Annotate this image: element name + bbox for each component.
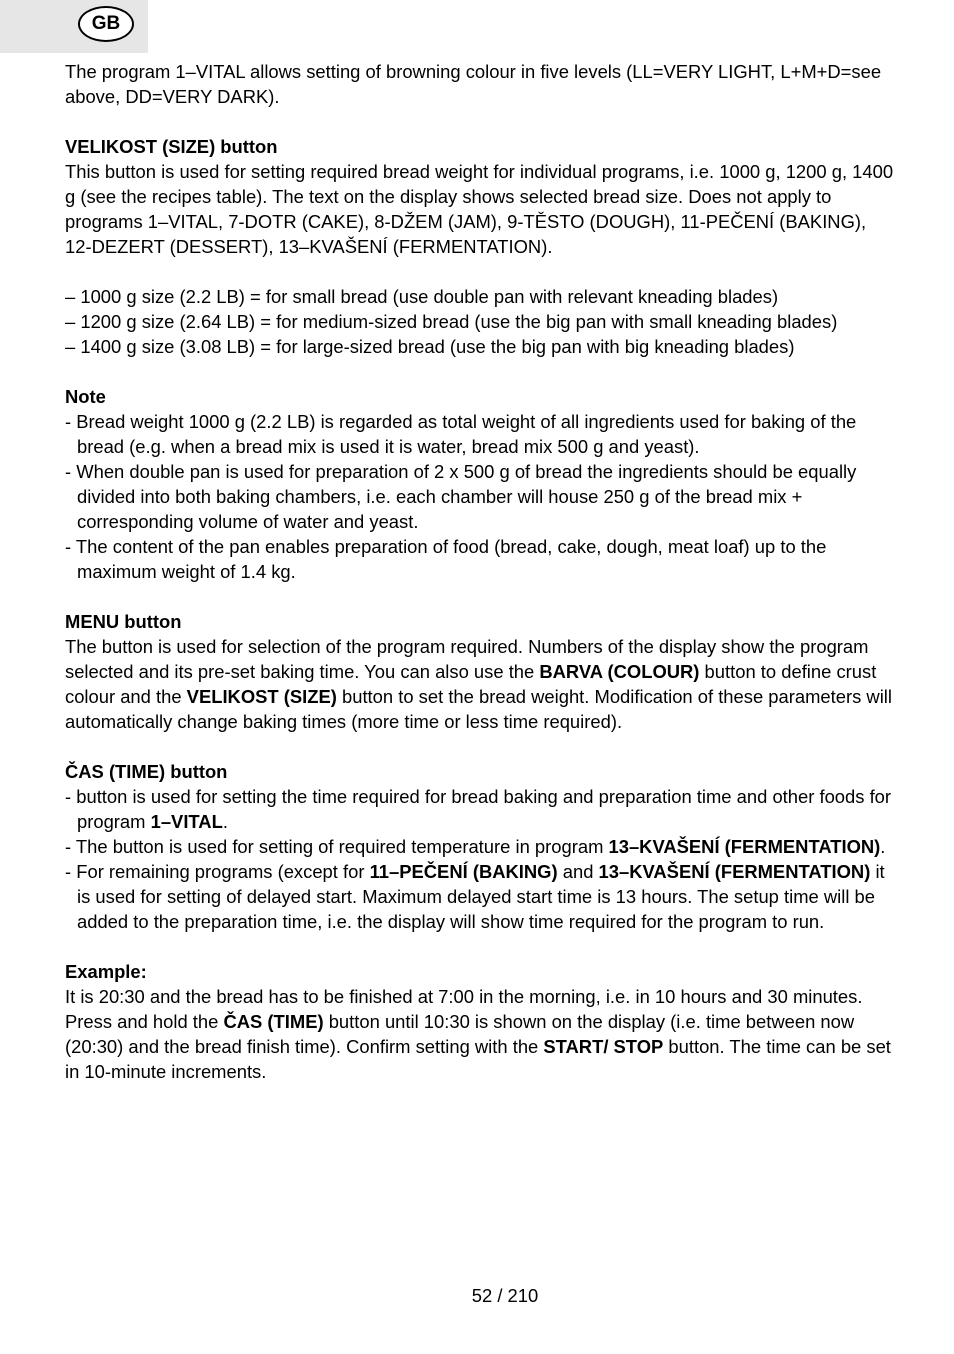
size-item-desc: for large-sized bread (use the big pan with big kneading blades) [276,336,795,357]
note-heading: Note [65,386,106,407]
time-item: - The button is used for setting of required temperature in program 13–KVAŠENÍ (FERMENTATION). [65,836,886,857]
size-item-desc: for small bread (use double pan with relevant kneading blades) [265,286,779,307]
language-tab [0,0,148,53]
size-item-label: – 1200 g size (2.64 LB) = [65,311,277,332]
note-item: - The content of the pan enables preparation of food (bread, cake, dough, meat loaf) up to the maximum weight of 1.4 kg. [65,536,827,582]
size-item [65,334,895,359]
manual-page-content [65,59,895,1084]
note-item: - Bread weight 1000 g (2.2 LB) is regarded as total weight of all ingredients used for baking of the bread (e.g. when a bread mix is used it is water, bread mix 500 g and yeast). [65,411,857,457]
intro-paragraph: The program 1–VITAL allows setting of browning colour in five levels (LL=VERY LIGHT, L+M+D=see above, DD=VERY DARK). [65,61,882,107]
size-item-desc: for medium-sized bread (use the big pan with small kneading blades) [276,311,838,332]
size-item [65,284,895,309]
note-item: - When double pan is used for preparation of 2 x 500 g of bread the ingredients should be equally divided into both baking chambers, i.e. each chamber will house 250 g of the bread mix + corresponding volume of water and yeast. [65,461,857,532]
size-item-label: – 1400 g size (3.08 LB) = [65,336,277,357]
time-item: - button is used for setting the time required for bread baking and preparation time and other foods for program 1–VITAL. [65,786,892,832]
language-badge: GB [78,6,134,42]
menu-body: The button is used for selection of the program required. Numbers of the display show the program selected and its pre-set baking time. You can also use the BARVA (COLOUR) button to define crust colour and the VELIKOST (SIZE) button to set the bread weight. Modification of these parameters will automatically change baking times (more time or less time required). [65,636,892,732]
size-item-label: – 1000 g size (2.2 LB) = [65,286,266,307]
page-number: 52 [471,1285,493,1306]
page-total: / 210 [492,1285,539,1306]
size-heading: VELIKOST (SIZE) button [65,136,278,157]
time-heading: ČAS (TIME) button [65,761,228,782]
menu-heading: MENU button [65,611,182,632]
example-body: It is 20:30 and the bread has to be finished at 7:00 in the morning, i.e. in 10 hours and 30 minutes. Press and hold the ČAS (TIME) button until 10:30 is shown on the display (i.e. time between now (20:30) and the bread finish time). Confirm setting with the START/ STOP button. The time can be set in 10-minute increments. [65,986,891,1082]
example-heading: Example: [65,961,147,982]
size-body: This button is used for setting required bread weight for individual programs, i.e. 1000 g, 1200 g, 1400 g (see the recipes table). The text on the display shows selected bread size. Does not apply to programs 1–VITAL, 7-DOTR (CAKE), 8-DŽEM (JAM), 9-TĚSTO (DOUGH), 11-PEČENÍ (BAKING), 12-DEZERT (DESSERT), 13–KVAŠENÍ (FERMENTATION). [65,161,894,257]
page-footer [0,1283,954,1308]
size-item [65,309,895,334]
time-item: - For remaining programs (except for 11–PEČENÍ (BAKING) and 13–KVAŠENÍ (FERMENTATION) it is used for setting of delayed start. Maximum delayed start time is 13 hours. The setup time will be added to the preparation time, i.e. the display will show time required for the program to run. [65,861,885,932]
